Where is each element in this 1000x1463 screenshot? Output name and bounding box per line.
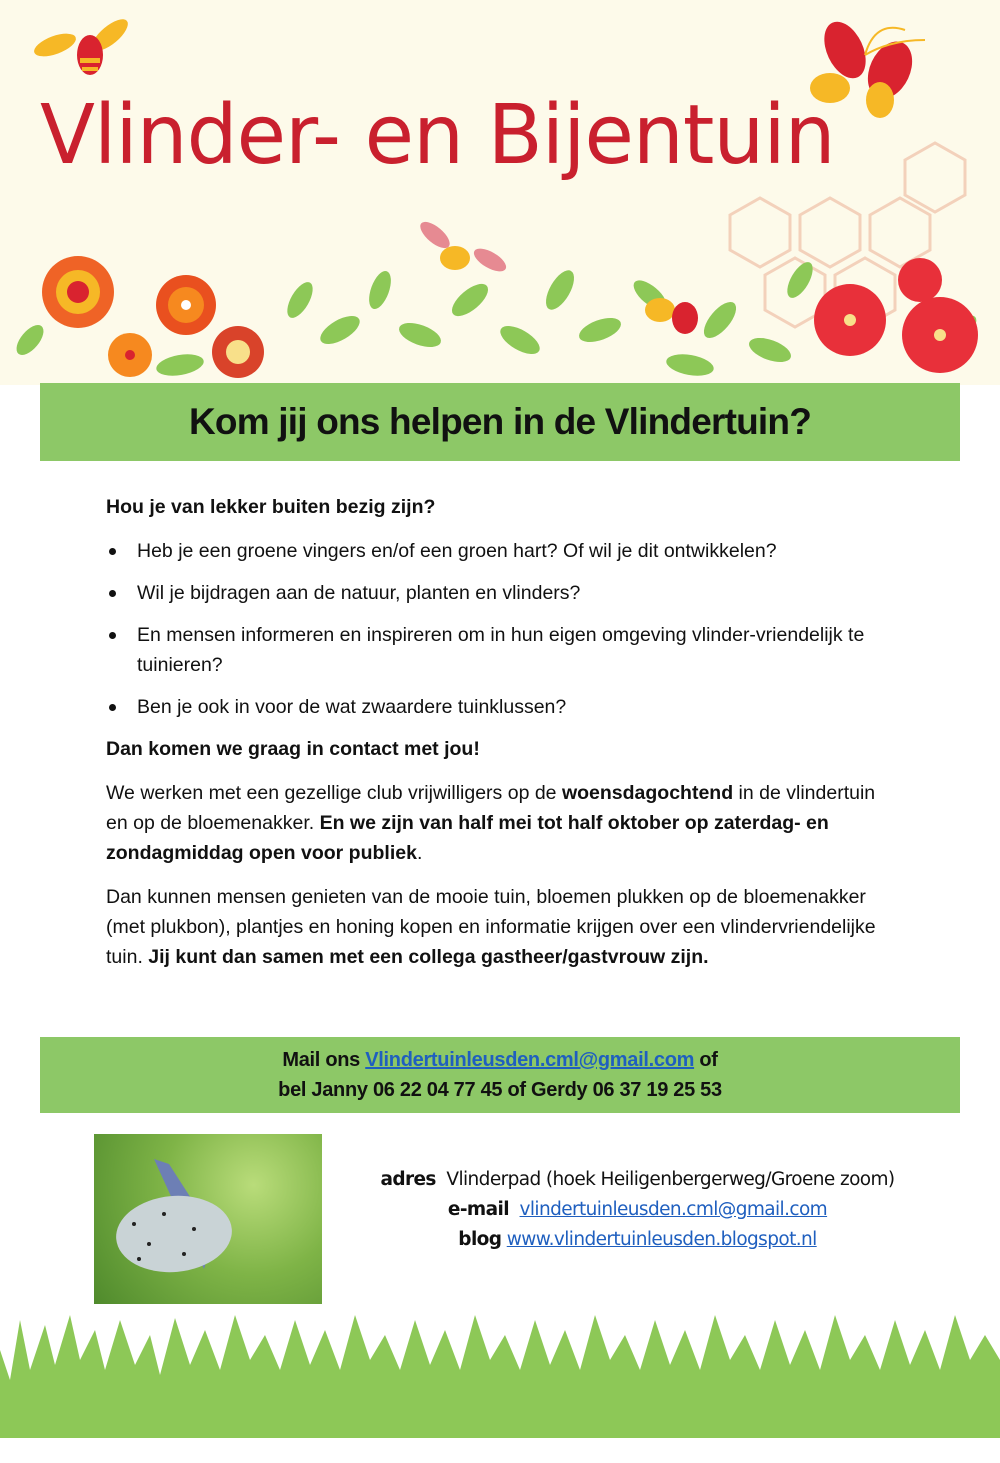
address-block [330,1165,945,1255]
blog-label: blog [458,1229,502,1250]
list-item: Ben je ook in voor de wat zwaardere tuinklussen? [106,692,896,722]
text: in de vlindertuin en op de bloemenakker. [106,782,876,834]
flower-garden-illustration [0,0,1000,385]
list-item: Heb je een groene vingers en/of een groen hart? Of wil je dit ontwikkelen? [106,536,896,566]
email-link[interactable]: Vlindertuinleusden.cml@gmail.com [365,1049,695,1071]
grass-decoration [0,1310,1000,1438]
headline: Kom jij ons helpen in de Vlindertuin? [188,401,812,442]
emphasis: woensdagochtend [561,782,734,804]
emphasis: En we zijn van half mei tot half oktober op zaterdag- en zondagmiddag open voor publiek [106,812,829,864]
text: . [416,842,423,864]
blog-link[interactable]: www.vlindertuinleusden.blogspot.nl [506,1229,817,1250]
address-value: Vlinderpad (hoek Heiligenbergerweg/Groene zoom) [446,1169,895,1190]
list-item: Wil je bijdragen aan de natuur, planten en vlinders? [106,578,896,608]
paragraph-host [106,882,896,972]
body-content [106,492,896,986]
text: We werken met een gezellige club vrijwilligers op de [106,782,562,804]
intro-question: Hou je van lekker buiten bezig zijn? [106,496,436,518]
mail-prefix: Mail ons [282,1049,366,1071]
email-label: e-mail [447,1199,509,1220]
header-banner [0,0,1000,385]
address-label: adres [380,1169,436,1190]
bee-icon-middle [416,217,510,276]
call-out: Dan komen we graag in contact met jou! [106,738,480,760]
email-address-link[interactable]: vlindertuinleusden.cml@gmail.com [519,1199,828,1220]
paragraph-volunteers [106,778,896,868]
list-item: En mensen informeren en inspireren om in hun eigen omgeving vlinder-vriendelijk te tuinieren? [106,620,896,680]
contact-bar [40,1037,960,1113]
bullet-list [106,536,896,722]
butterfly-photo [94,1134,322,1304]
bee-icon-top-left [31,14,132,75]
mail-suffix: of [694,1049,718,1071]
butterfly-icon-small [645,298,698,334]
text: Dan kunnen mensen genieten van de mooie tuin, bloemen plukken op de bloemenakker (met plukbon), plantjes en honing kopen en informatie krijgen over een vlindervriendelijke tuin. [106,886,876,968]
phone-line: bel Janny 06 22 04 77 45 of Gerdy 06 37 19 25 53 [278,1079,722,1101]
headline-bar [40,383,960,461]
emphasis: Jij kunt dan samen met een collega gastheer/gastvrouw zijn. [148,946,709,968]
logo-title: Vlinder- en Bijentuin [40,88,835,183]
